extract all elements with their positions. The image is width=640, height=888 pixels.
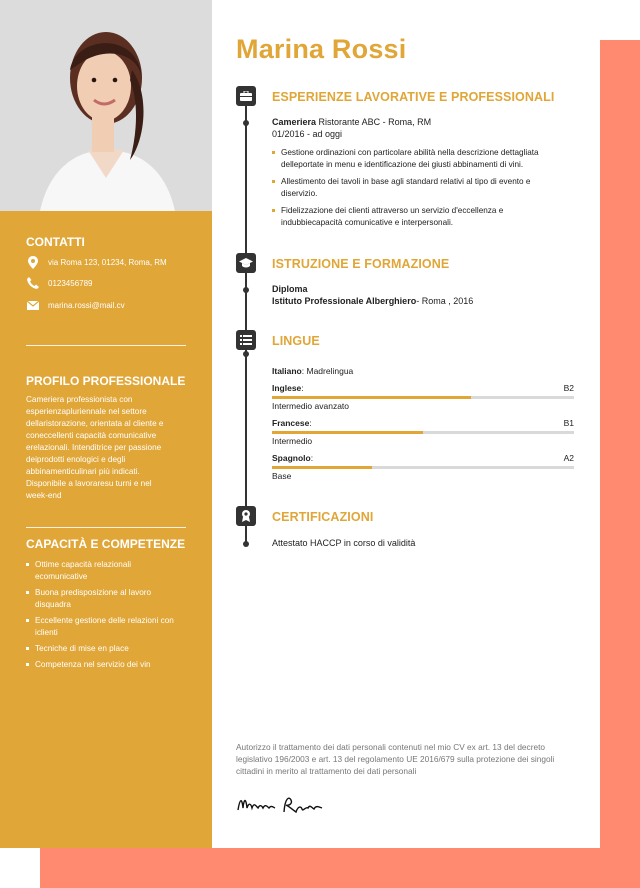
language-progress-bar <box>272 431 574 434</box>
job-company: Ristorante ABC - Roma, RM <box>318 117 432 127</box>
profile-text <box>26 394 186 502</box>
timeline-dot <box>243 287 249 293</box>
address-text: via Roma 123, 01234, Roma, RM <box>48 257 167 267</box>
language-progress-fill <box>272 431 423 434</box>
phone-text: 0123456789 <box>48 278 93 288</box>
profile-line: Disponibile a lavoraresu turni e nel <box>26 479 152 488</box>
certification-item: Attestato HACCP in corso di validità <box>272 538 416 548</box>
contact-email[interactable] <box>26 298 125 312</box>
location-pin-icon <box>26 255 40 269</box>
timeline-line <box>245 95 247 545</box>
candidate-name: Marina Rossi <box>236 34 407 64</box>
language-progress-fill <box>272 396 471 399</box>
skills-list <box>26 559 191 675</box>
job-role: Cameriera <box>272 117 317 127</box>
list-item: Gestione ordinazioni con particolare abilità nella descrizione dettagliata delleportate in menu e identificazione dei giusti abbinamenti di vini. <box>272 147 572 171</box>
language-name: Inglese <box>272 383 302 393</box>
education-school: Istituto Professionale Alberghiero <box>272 296 417 306</box>
timeline-dot <box>243 351 249 357</box>
list-icon <box>236 330 256 350</box>
language-desc: Intermedio avanzato <box>272 401 350 411</box>
education-title: ISTRUZIONE E FORMAZIONE <box>272 257 450 271</box>
language-row: Inglese: B2 <box>272 383 574 393</box>
experience-title: ESPERIENZE LAVORATIVE E PROFESSIONALI <box>272 90 555 104</box>
education-school-row <box>272 295 473 307</box>
language-level: B1 <box>563 418 574 428</box>
language-progress-bar <box>272 466 574 469</box>
certifications-title: CERTIFICAZIONI <box>272 510 374 524</box>
handwritten-signature <box>236 792 326 823</box>
skills-title: CAPACITÀ E COMPETENZE <box>26 537 186 551</box>
timeline-dot <box>243 541 249 547</box>
list-item: Fidelizzazione dei clienti attraverso un servizio d'eccellenza e indubbiecapacità comunicative e interpersonali. <box>272 205 572 229</box>
contacts-title: CONTATTI <box>26 235 85 249</box>
timeline-dot <box>243 120 249 126</box>
job-header <box>272 116 431 128</box>
privacy-notice: Autorizzo il trattamento dei dati personali contenuti nel mio CV ex art. 13 del decreto legislativo 196/2003 e art. 13 del regolamento UE 2016/679 sulla protezione dei singoli cittadini in merito al trattamento dei dati personali <box>236 742 555 776</box>
profile-photo <box>0 0 212 211</box>
profile-line: coneccellenti capacità comunicative <box>26 431 157 440</box>
profile-title: PROFILO PROFESSIONALE <box>26 374 186 388</box>
education-place: - Roma , 2016 <box>416 296 474 306</box>
phone-icon <box>26 276 40 290</box>
profile-line: deiprodotti enologici e degli <box>26 455 126 464</box>
profile-line: erelazionali. Intenditrice per passione <box>26 443 162 452</box>
language-desc: Base <box>272 471 292 481</box>
list-item: Competenza nel servizio dei vin <box>26 659 191 671</box>
experience-bullets <box>272 147 572 234</box>
profile-line: week-end <box>26 491 62 500</box>
email-text[interactable]: marina.rossi@mail.cv <box>48 300 125 310</box>
native-language-value: : Madrelingua <box>301 366 354 376</box>
language-row: Spagnolo: A2 <box>272 453 574 463</box>
profile-line: esperienzapluriennale nel settore <box>26 407 147 416</box>
profile-line: dellaristorazione, orientata al cliente e <box>26 419 164 428</box>
envelope-icon <box>26 298 40 312</box>
decorative-frame-bottom <box>40 848 640 888</box>
list-item: Eccellente gestione delle relazioni con iclienti <box>26 615 191 639</box>
sidebar-divider <box>26 345 186 346</box>
languages-title: LINGUE <box>272 334 320 348</box>
native-language <box>272 366 574 376</box>
language-progress-fill <box>272 466 372 469</box>
language-level: A2 <box>563 453 574 463</box>
contact-phone <box>26 276 93 290</box>
list-item: Ottime capacità relazionali ecomunicative <box>26 559 191 583</box>
education-degree: Diploma <box>272 284 308 294</box>
native-language-name: Italiano <box>272 366 302 376</box>
briefcase-icon <box>236 86 256 106</box>
award-icon <box>236 506 256 526</box>
language-progress-bar <box>272 396 574 399</box>
profile-line: abbinamenticulinari più indicati. <box>26 467 140 476</box>
list-item: Allestimento dei tavoli in base agli standard relativi al tipo di evento e diservizio. <box>272 176 572 200</box>
graduation-cap-icon <box>236 253 256 273</box>
list-item: Buona predisposizione al lavoro disquadra <box>26 587 191 611</box>
list-item: Tecniche di mise en place <box>26 643 191 655</box>
job-period: 01/2016 - ad oggi <box>272 129 343 139</box>
language-name: Francese <box>272 418 310 428</box>
sidebar <box>0 0 212 848</box>
sidebar-divider <box>26 527 186 528</box>
language-desc: Intermedio <box>272 436 313 446</box>
language-name: Spagnolo <box>272 453 311 463</box>
language-level: B2 <box>563 383 574 393</box>
profile-line: Cameriera professionista con <box>26 395 133 404</box>
contact-address <box>26 255 167 269</box>
language-row: Francese: B1 <box>272 418 574 428</box>
decorative-frame-right <box>600 40 640 888</box>
